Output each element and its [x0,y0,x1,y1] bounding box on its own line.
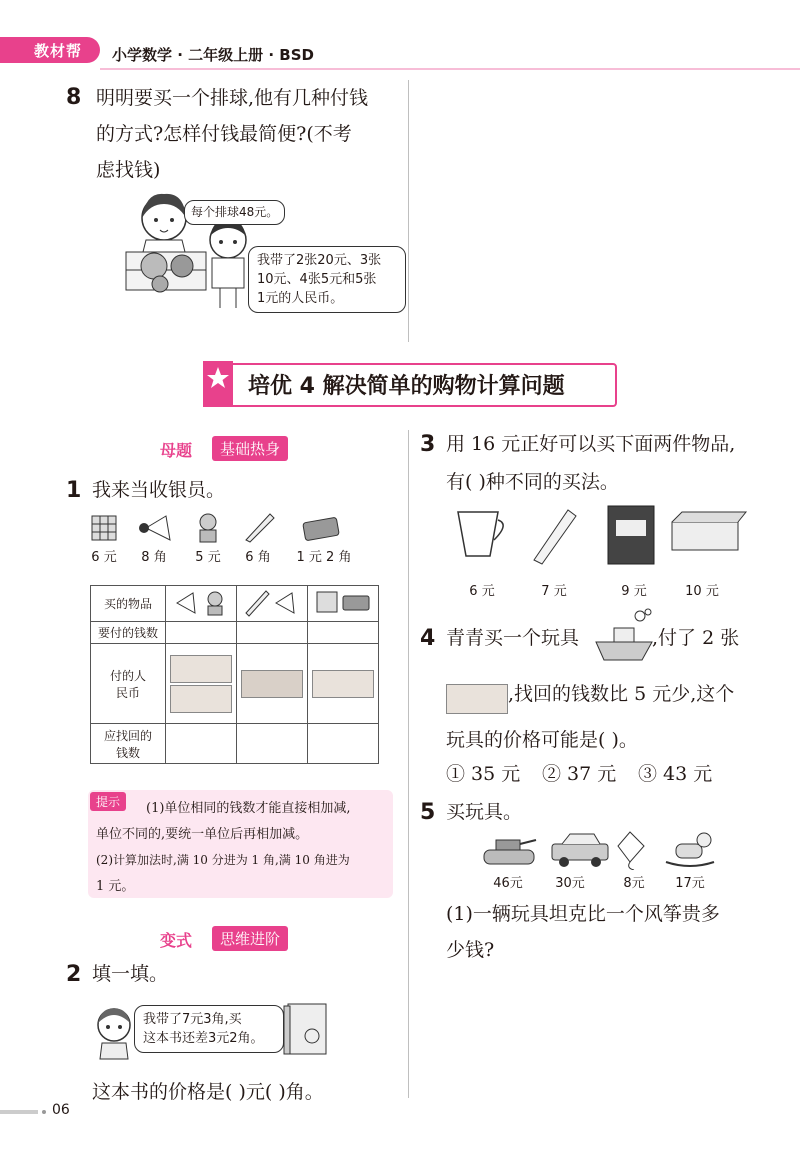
marker-pen-icon [534,510,576,564]
rubik-cube-icon [92,516,116,540]
section-banner-star-tab [203,361,233,407]
variant-label: 变式 [160,931,193,950]
banknote-icon [312,670,374,698]
table-cell-items-1 [166,586,237,622]
header-divider [100,68,800,70]
header-title: 小学数学 · 二年级上册 · BSD [112,46,314,64]
q3-price-3: 9 元 [621,584,647,599]
cup-icon [458,512,503,556]
q8-number: 8 [66,85,82,110]
q4-line2: ,找回的钱数比 5 元少,这个 [508,683,735,705]
table-cell-money-2 [237,644,308,724]
answer-cell[interactable] [237,724,308,764]
book-icon [282,1000,332,1058]
q3-price-4: 10 元 [685,584,719,599]
q5-sub1-line2: 少钱? [446,939,495,961]
q1-text: 我来当收银员。 [92,479,226,501]
boy-icon [210,220,246,308]
q4-option-1[interactable]: ① 35 元 [446,763,521,785]
q3-items-row [450,500,750,570]
shuttlecock-doll-icon [171,587,231,617]
tip-line3: (2)计算加法时,满 10 分进为 1 角,满 10 角进为 [96,853,350,867]
q1-price-3: 5 元 [195,550,221,565]
q1-items-row [86,510,376,544]
variant-pill: 思维进阶 [212,926,288,951]
q4-line1b: ,付了 2 张 [652,627,740,649]
tip-line4: 1 元。 [96,879,135,894]
q4-number: 4 [420,626,436,651]
pencil-icon [246,514,274,542]
header-badge: 教材帮 [0,37,100,63]
q8-price-bubble: 每个排球48元。 [184,200,285,225]
q1-price-1: 6 元 [91,550,117,565]
banknote-20-icon [446,684,508,714]
banknote-icon [170,685,232,713]
q5-number: 5 [420,800,436,825]
q4-line3: 玩具的价格可能是( )。 [446,729,638,751]
q5-text: 买玩具。 [446,801,523,823]
table-row-label: 付的人 民币 [91,644,166,724]
q8-line2: 的方式?怎样付钱最简便?(不考 [96,123,352,145]
pencil-case-icon [672,512,746,550]
basketball-display-case-icon [126,252,206,292]
table-cell-items-3 [308,586,379,622]
cube-eraser-icon [313,587,373,617]
q8-line3: 虑找钱) [96,159,161,181]
table-cell-money-3 [308,644,379,724]
tip-label: 提示 [90,792,126,811]
girl-icon [142,194,186,256]
q3-number: 3 [420,432,436,457]
q1-price-5: 1 元 2 角 [296,550,352,565]
q1-price-2: 8 角 [141,550,167,565]
footer-bar [0,1110,38,1114]
eraser-icon [303,517,340,541]
q2-answer-line: 这本书的价格是( )元( )角。 [92,1081,324,1103]
child-icon [92,1005,136,1061]
answer-cell[interactable] [237,622,308,644]
q2-bubble-line1: 我带了7元3角,买 [143,1012,242,1027]
mother-label: 母题 [160,441,193,460]
star-icon [203,361,233,407]
q8-line1: 明明要买一个排球,他有几种付钱 [96,87,369,109]
kite-icon [618,832,644,870]
tip-line2: 单位不同的,要统一单位后再相加减。 [96,827,309,842]
q5-price-4: 17元 [675,876,705,891]
table-row-label: 买的物品 [91,586,166,622]
table-row-label: 要付的钱数 [91,622,166,644]
notebook-icon [608,506,654,564]
q2-text: 填一填。 [92,963,169,985]
q4-option-3[interactable]: ③ 43 元 [638,763,713,785]
q1-number: 1 [66,478,82,503]
q4-line1: 青青买一个玩具 [446,627,580,649]
banknote-icon [241,670,303,698]
q3-price-1: 6 元 [469,584,495,599]
pencil-shuttlecock-icon [242,587,302,617]
q5-price-1: 46元 [493,876,523,891]
answer-cell[interactable] [308,724,379,764]
q8-money-bubble-line1: 我带了2张20元、3张 [257,253,382,268]
q5-price-3: 8元 [623,876,645,891]
q2-number: 2 [66,962,82,987]
q8-money-bubble [248,246,406,313]
tip-line1: (1)单位相同的钱数才能直接相加减, [146,801,351,816]
q3-line1: 用 16 元正好可以买下面两件物品, [446,433,736,455]
answer-cell[interactable] [166,724,237,764]
footer-dot [42,1110,46,1114]
q8-money-bubble-line2: 10元、4张5元和5张 [257,272,377,287]
q2-bubble [134,1005,284,1053]
answer-cell[interactable] [308,622,379,644]
q2-bubble-line2: 这本书还差3元2角。 [143,1031,264,1046]
toy-ship-icon [592,606,656,664]
banknote-icon [170,655,232,683]
page-number: 06 [52,1102,70,1118]
table-cell-items-2 [237,586,308,622]
q3-line2: 有( )种不同的买法。 [446,471,619,493]
column-divider-top [408,80,409,342]
table-row-label: 应找回的 钱数 [91,724,166,764]
answer-cell[interactable] [166,622,237,644]
table-cell-money-1 [166,644,237,724]
q4-option-2[interactable]: ② 37 元 [542,763,617,785]
q5-price-2: 30元 [555,876,585,891]
column-divider-bottom [408,430,409,1098]
q8-money-bubble-line3: 1元的人民币。 [257,291,344,306]
mother-pill: 基础热身 [212,436,288,461]
doll-icon [200,514,216,542]
q1-price-4: 6 角 [245,550,271,565]
shuttlecock-icon [139,516,170,540]
q5-toys-row [480,828,720,870]
q3-price-2: 7 元 [541,584,567,599]
toy-tank-icon [484,840,536,864]
cashier-table [90,585,379,764]
q5-sub1-line1: (1)一辆玩具坦克比一个风筝贵多 [446,903,720,925]
toy-car-icon [552,834,608,867]
rocking-horse-icon [666,833,714,866]
section-title: 培优 4 解决简单的购物计算问题 [248,374,565,399]
